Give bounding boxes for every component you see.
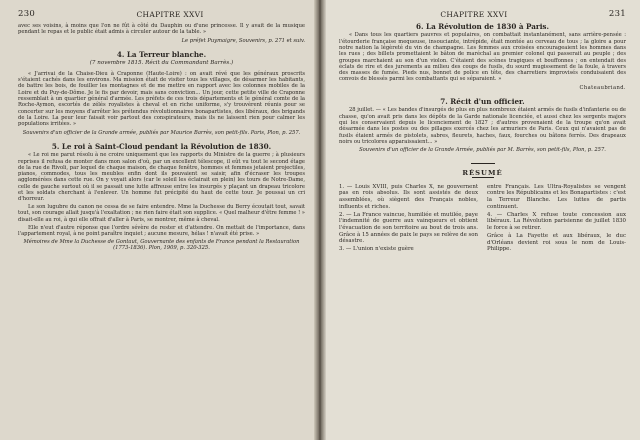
section-5-body-1: « Le roi me parut résolu à ne croire uniquement que les rapports du Ministre de la guerre ; à plusieurs reprises il refusa de monter dans mon salon d'où, par un excellent télescope, il eût vu tout le second étage de la rue de Rivoli, par lequel de chaque maison, de chaque fenêtre, hommes et femmes jetaient projectiles, pianos, commodes, tous les meubles enfin dont ils pouvaient se saisir, afin d'écraser les troupes agglomérées dans cette rue. On y voyait alors (car le soleil les éclairait en plein) les tours de Notre-Dame, celle de gauche surtout où il se passait une lutte affreuse entre les insurgés y plaçant un drapeau tricolore et les soldats cherchant à l'enlever. Un homme fut précipité du haut de cette tour. Je poussai un cri d'horreur. xyxy=(18,152,305,203)
page-number-right: 231 xyxy=(608,9,626,19)
section-5-body-2: Le son lugubre du canon ne cessa de se faire entendre. Mme la Duchesse du Berry écoutait tout, savait tout, son courage allait jusqu'à l'exaltation ; ne rien faire était son supplice. « Quel malheur d'être femme ! » disait-elle au roi, à qui elle offrait d'aller à Paris, se montrer, même à cheval. xyxy=(18,204,305,223)
resume-item: 2. — La France vaincue, humiliée et mutilée, paye l'indemnité de guerre aux vainqueurs et obtient l'évacuation de son territoire au bout de trois ans. Grâce à 15 années de paix le pays se relève de son désastre. xyxy=(339,211,478,245)
running-head-left: CHAPITRE XXVI xyxy=(136,10,204,19)
resume-heading: RÉSUMÉ xyxy=(462,168,503,177)
resume-item: Grâce à La Fayette et aux libéraux, le duc d'Orléans devient roi sous le nom de Louis-Philippe. xyxy=(487,233,626,253)
right-running-header xyxy=(339,10,626,19)
resume-item: 1. — Louis XVIII, puis Charles X, ne gouvernent pas en rois absolus. Ils sont assistés de deux assemblées, où siègent des Français nobles, influents et riches. xyxy=(339,183,478,210)
section-7-body: 28 juillet. — « Les bandes d'insurgés de plus en plus nombreux étaient armés de fusils d'infanterie ou de chasse, qu'on avait pris dans les dépôts de la Garde nationale licenciée, et aussi chez les sergents majors qui les conservaient depuis le licenciement de 1827 ; d'autres provenaient de la troupe qu'on avait désarmée dans les postes ou des pillages exercés chez les armuriers de Paris. Ceux qui n'avaient pas de fusils étaient armés de pistolets, sabres, fleurets, haches, faux, fourches ou bâtons ferrés. Des drapeaux noirs ou tricolores apparaissaient... » xyxy=(339,107,626,145)
resume-column-2 xyxy=(487,184,626,254)
section-4-source: Souvenirs d'un officier de la Grande armée, publiés par Maurice Barrès, son petit-fils. Paris, Plon, p. 257. xyxy=(22,129,301,136)
resume-item: entre Français. Les Ultra-Royalistes se vengent contre les Républicains et les Bonapartistes : c'est la Terreur Blanche. Les luttes de partis continuent. xyxy=(487,183,626,210)
page-number-left: 230 xyxy=(18,9,36,19)
intro-paragraph: avec ses voisins, à moins que l'on ne fût à côté du Dauphin ou d'une princesse. Il y avait de la musique pendant le repas et le public était admis à circuler autour de la table. » xyxy=(18,23,305,36)
section-7-source: Souvenirs d'un officier de la Grande Armée, publiés par M. Barrès, son petit-fils, Plon, p. 257. xyxy=(359,147,606,154)
section-7-title: 7. Récit d'un officier. xyxy=(440,97,525,107)
book-gutter xyxy=(314,0,326,440)
resume-underline xyxy=(472,177,494,178)
section-6-title: 6. La Révolution de 1830 à Paris. xyxy=(416,22,549,31)
intro-source: Le préfet Puymaigre, Souvenirs, p. 271 et suiv. xyxy=(181,37,305,44)
resume-columns xyxy=(339,184,626,254)
section-4-body: « J'arrivai de la Chaise-Dieu à Craponne (Haute-Loire) : on avait révé que les généraux proscrits s'étaient cachés dans les environs. Ma mission était de visiter tous les villages, de désarmer les habitants, de battre les bois, de fouiller les montagnes et de me mettre en rapport avec les colonnes mobiles de la Loire et du Puy-de-Dôme. Je le fis par devoir, mais sans conviction... Un jour, cette petite ville de Craponne ressemblait à un quartier général d'armée. Les préfets de ces trois départements et le général comte de la Roche-Aymon, escortés de zélés royalistes à cheval et en riche uniforme, s'y trouvèrent réunis pour se concerter sur les moyens d'arrêter les prétendus révolutionnaires bonapartistes, des libéraux, des brigands de la Loire. La peur leur faisait voir partout des conspirateurs, mais ils ne laissent rien pour calmer les populations irritées. » xyxy=(18,70,305,128)
section-4-title: 4. La Terreur blanche. xyxy=(116,49,207,59)
section-5-body-3: Elle n'eut d'autre réponse que l'ordre sévère de rester et d'attendre. On mettait de l'importance, dans l'appartement royal, à ne point paraître inquiet ; aucune mesure, hélas ! n'avait été prise. » xyxy=(18,224,305,237)
resume-item: 4. — Charles X refuse toute concession aux libéraux. La Révolution parisienne de juillet 1830 le force à se retirer. xyxy=(487,211,626,231)
section-6-source: Chateaubriand. xyxy=(579,84,626,91)
divider-rule xyxy=(471,163,495,164)
section-5-title: 5. Le roi à Saint-Cloud pendant la Révolution de 1830. xyxy=(51,141,272,151)
resume-item: 3. — L'union n'existe guère xyxy=(339,246,414,253)
right-page xyxy=(321,0,640,440)
running-head-right: CHAPITRE XXVI xyxy=(440,10,508,19)
section-5-source: Mémoires de Mme la Duchesse de Gontaut, Gouvernante des enfants de France pendant la Restauration (1773-1836). Plon, 1909, p. 320-325. xyxy=(23,239,300,252)
left-running-header xyxy=(18,10,305,19)
section-6-body: « Dans tous les quartiers pauvres et populaires, on combattait instantanément, sans arrière-pensée : l'étourderie française mequeuse, insouciante, intrépide, était montée au cerveau de tous ; la gloire a pour notre nation la légèreté du vin de champagne. Les femmes aux croisées encourageaient les hommes dans les rues ; des billets promettaient le bâton de maréchal au premier colonel qui passerait au peuple ; des groupes marchaient au son d'un violon. C'étaient des scènes tragiques et bouffonnes ; on entendait des éclats de rire et des jurements au milieu des coups de fusils, du sourd mugissement de la foule, à travers des masses de fumée. Pieds nus, bonnet de police en tête, des charretiers improvisés conduisaient des convois de blessés parmi les combattants qui se séparaient. » xyxy=(339,32,626,83)
resume-column-1 xyxy=(339,184,478,254)
section-4-subtitle: (7 novembre 1815. Récit du Commandant Barrès.) xyxy=(89,60,234,67)
left-page xyxy=(0,0,319,440)
